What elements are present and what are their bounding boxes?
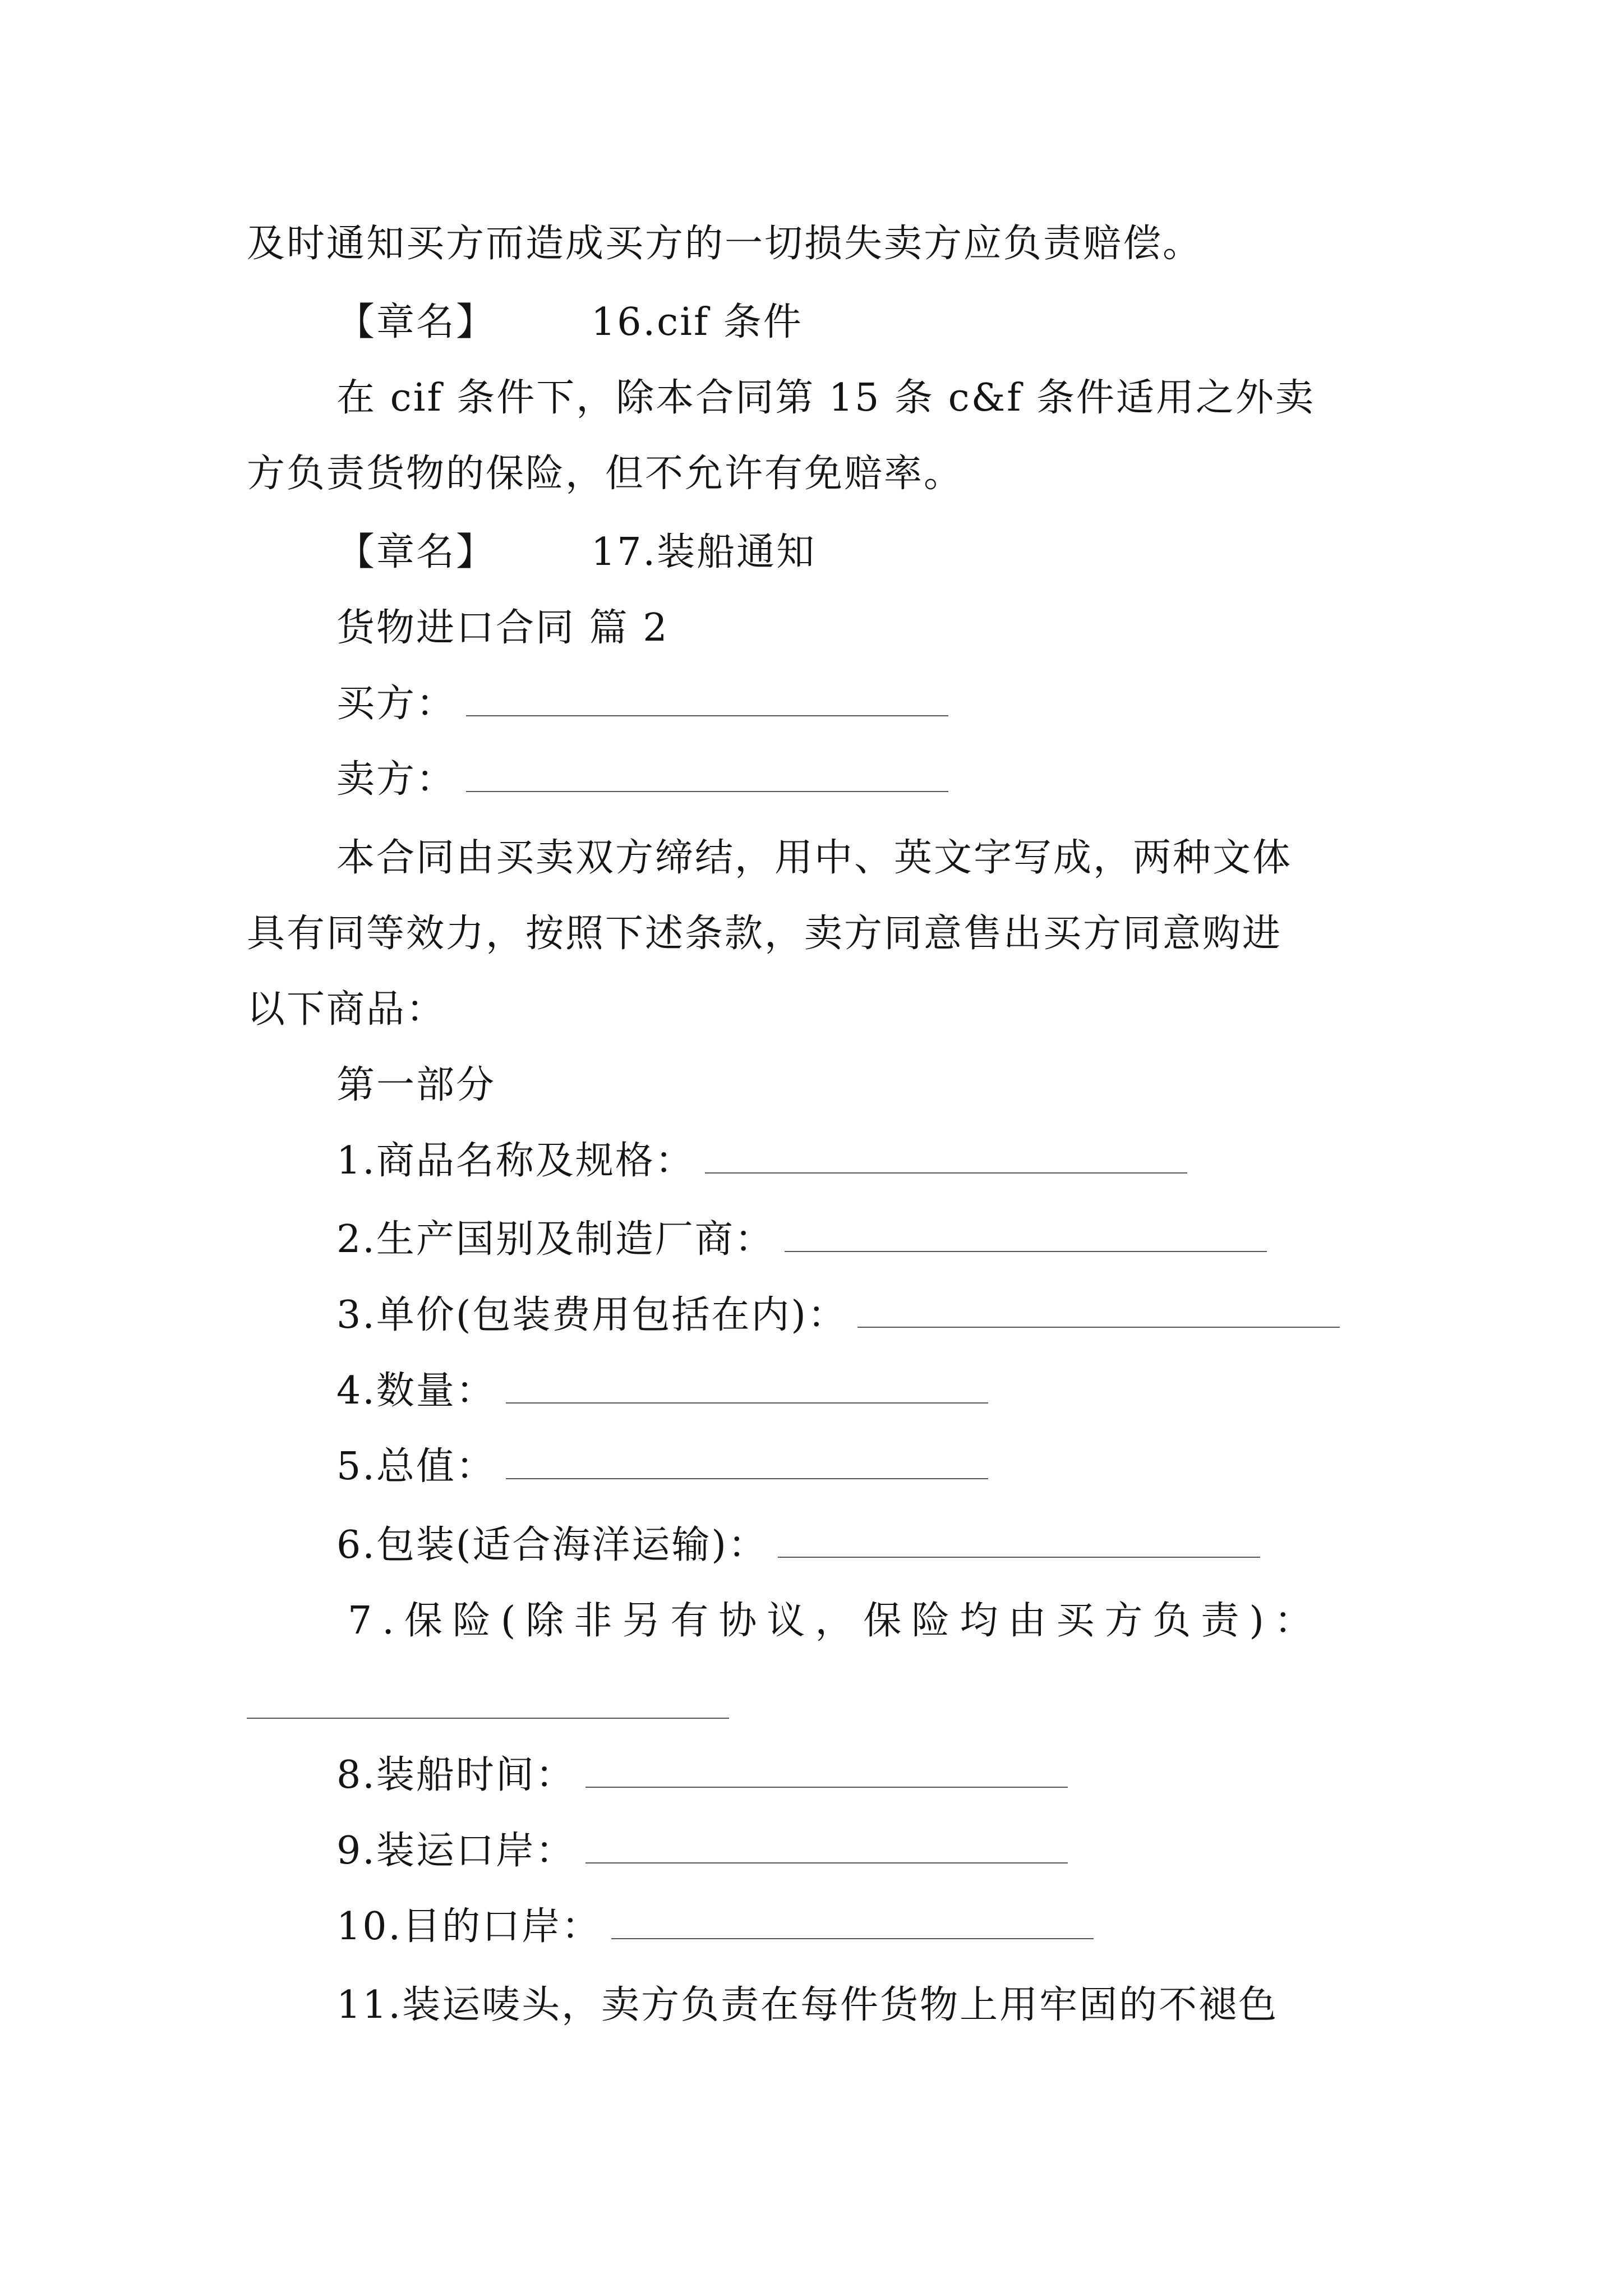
item-label: 1.商品名称及规格： [336, 1139, 695, 1183]
item-label: 4.数量： [336, 1369, 496, 1413]
seller-field [336, 752, 948, 808]
item-blank [585, 1755, 1068, 1788]
paragraph-cif-line-1: 在 cif 条件下，除本合同第 15 条 c&f 条件适用之外卖 [336, 376, 1316, 420]
buyer-label: 买方： [336, 682, 457, 726]
item-10 [336, 1899, 1094, 1955]
item-blank [506, 1447, 988, 1479]
item-label: 9.装运口岸： [336, 1829, 575, 1873]
item-2 [336, 1212, 1267, 1268]
item-label: 2.生产国别及制造厂商： [336, 1217, 774, 1262]
chapter-title: 16.cif 条件 [591, 300, 803, 344]
item-1 [336, 1133, 1187, 1189]
chapter-tag: 【章名】 [336, 530, 496, 574]
item-blank [778, 1525, 1260, 1558]
paragraph-intro-line-2: 具有同等效力，按照下述条款，卖方同意售出买方同意购进 [247, 912, 1283, 956]
item-7-blank [247, 1717, 729, 1719]
paragraph-continuation: 及时通知买方而造成买方的一切损失卖方应负责赔偿。 [247, 222, 1203, 266]
buyer-blank [466, 684, 948, 716]
item-label: 8.装船时间： [336, 1753, 575, 1797]
item-6 [336, 1517, 1260, 1573]
item-9 [336, 1823, 1068, 1879]
chapter-title: 17.装船通知 [591, 530, 817, 574]
item-blank [611, 1907, 1094, 1939]
paragraph-intro-line-1: 本合同由买卖双方缔结，用中、英文字写成，两种文体 [336, 836, 1293, 880]
seller-blank [466, 760, 948, 792]
seller-label: 卖方： [336, 757, 457, 802]
paragraph-intro-line-3: 以下商品： [247, 987, 446, 1032]
paragraph-cif-line-2: 方负责货物的保险，但不允许有免赔率。 [247, 452, 964, 496]
buyer-field [336, 676, 948, 732]
chapter-heading-16 [336, 295, 803, 351]
item-blank [857, 1295, 1340, 1328]
item-4 [336, 1363, 988, 1419]
item-3 [336, 1287, 1340, 1343]
item-label: 5.总值： [336, 1444, 496, 1489]
item-blank [705, 1141, 1187, 1174]
item-8 [336, 1747, 1068, 1803]
item-7: 7.保险(除非另有协议，保险均由买方负责)： [348, 1599, 1322, 1643]
item-label: 10.目的口岸： [336, 1904, 602, 1949]
item-label: 3.单价(包装费用包括在内)： [336, 1293, 847, 1337]
item-label: 6.包装(适合海洋运输)： [336, 1523, 768, 1567]
chapter-tag: 【章名】 [336, 300, 496, 344]
item-5 [336, 1439, 988, 1495]
item-blank [785, 1220, 1267, 1252]
item-11: 11.装运唛头，卖方负责在每件货物上用牢固的不褪色 [336, 1983, 1279, 2027]
item-blank [585, 1831, 1068, 1864]
part-one-heading: 第一部分 [336, 1063, 496, 1107]
document-title: 货物进口合同 篇 2 [336, 606, 669, 650]
chapter-heading-17 [336, 524, 816, 581]
item-blank [506, 1371, 988, 1404]
